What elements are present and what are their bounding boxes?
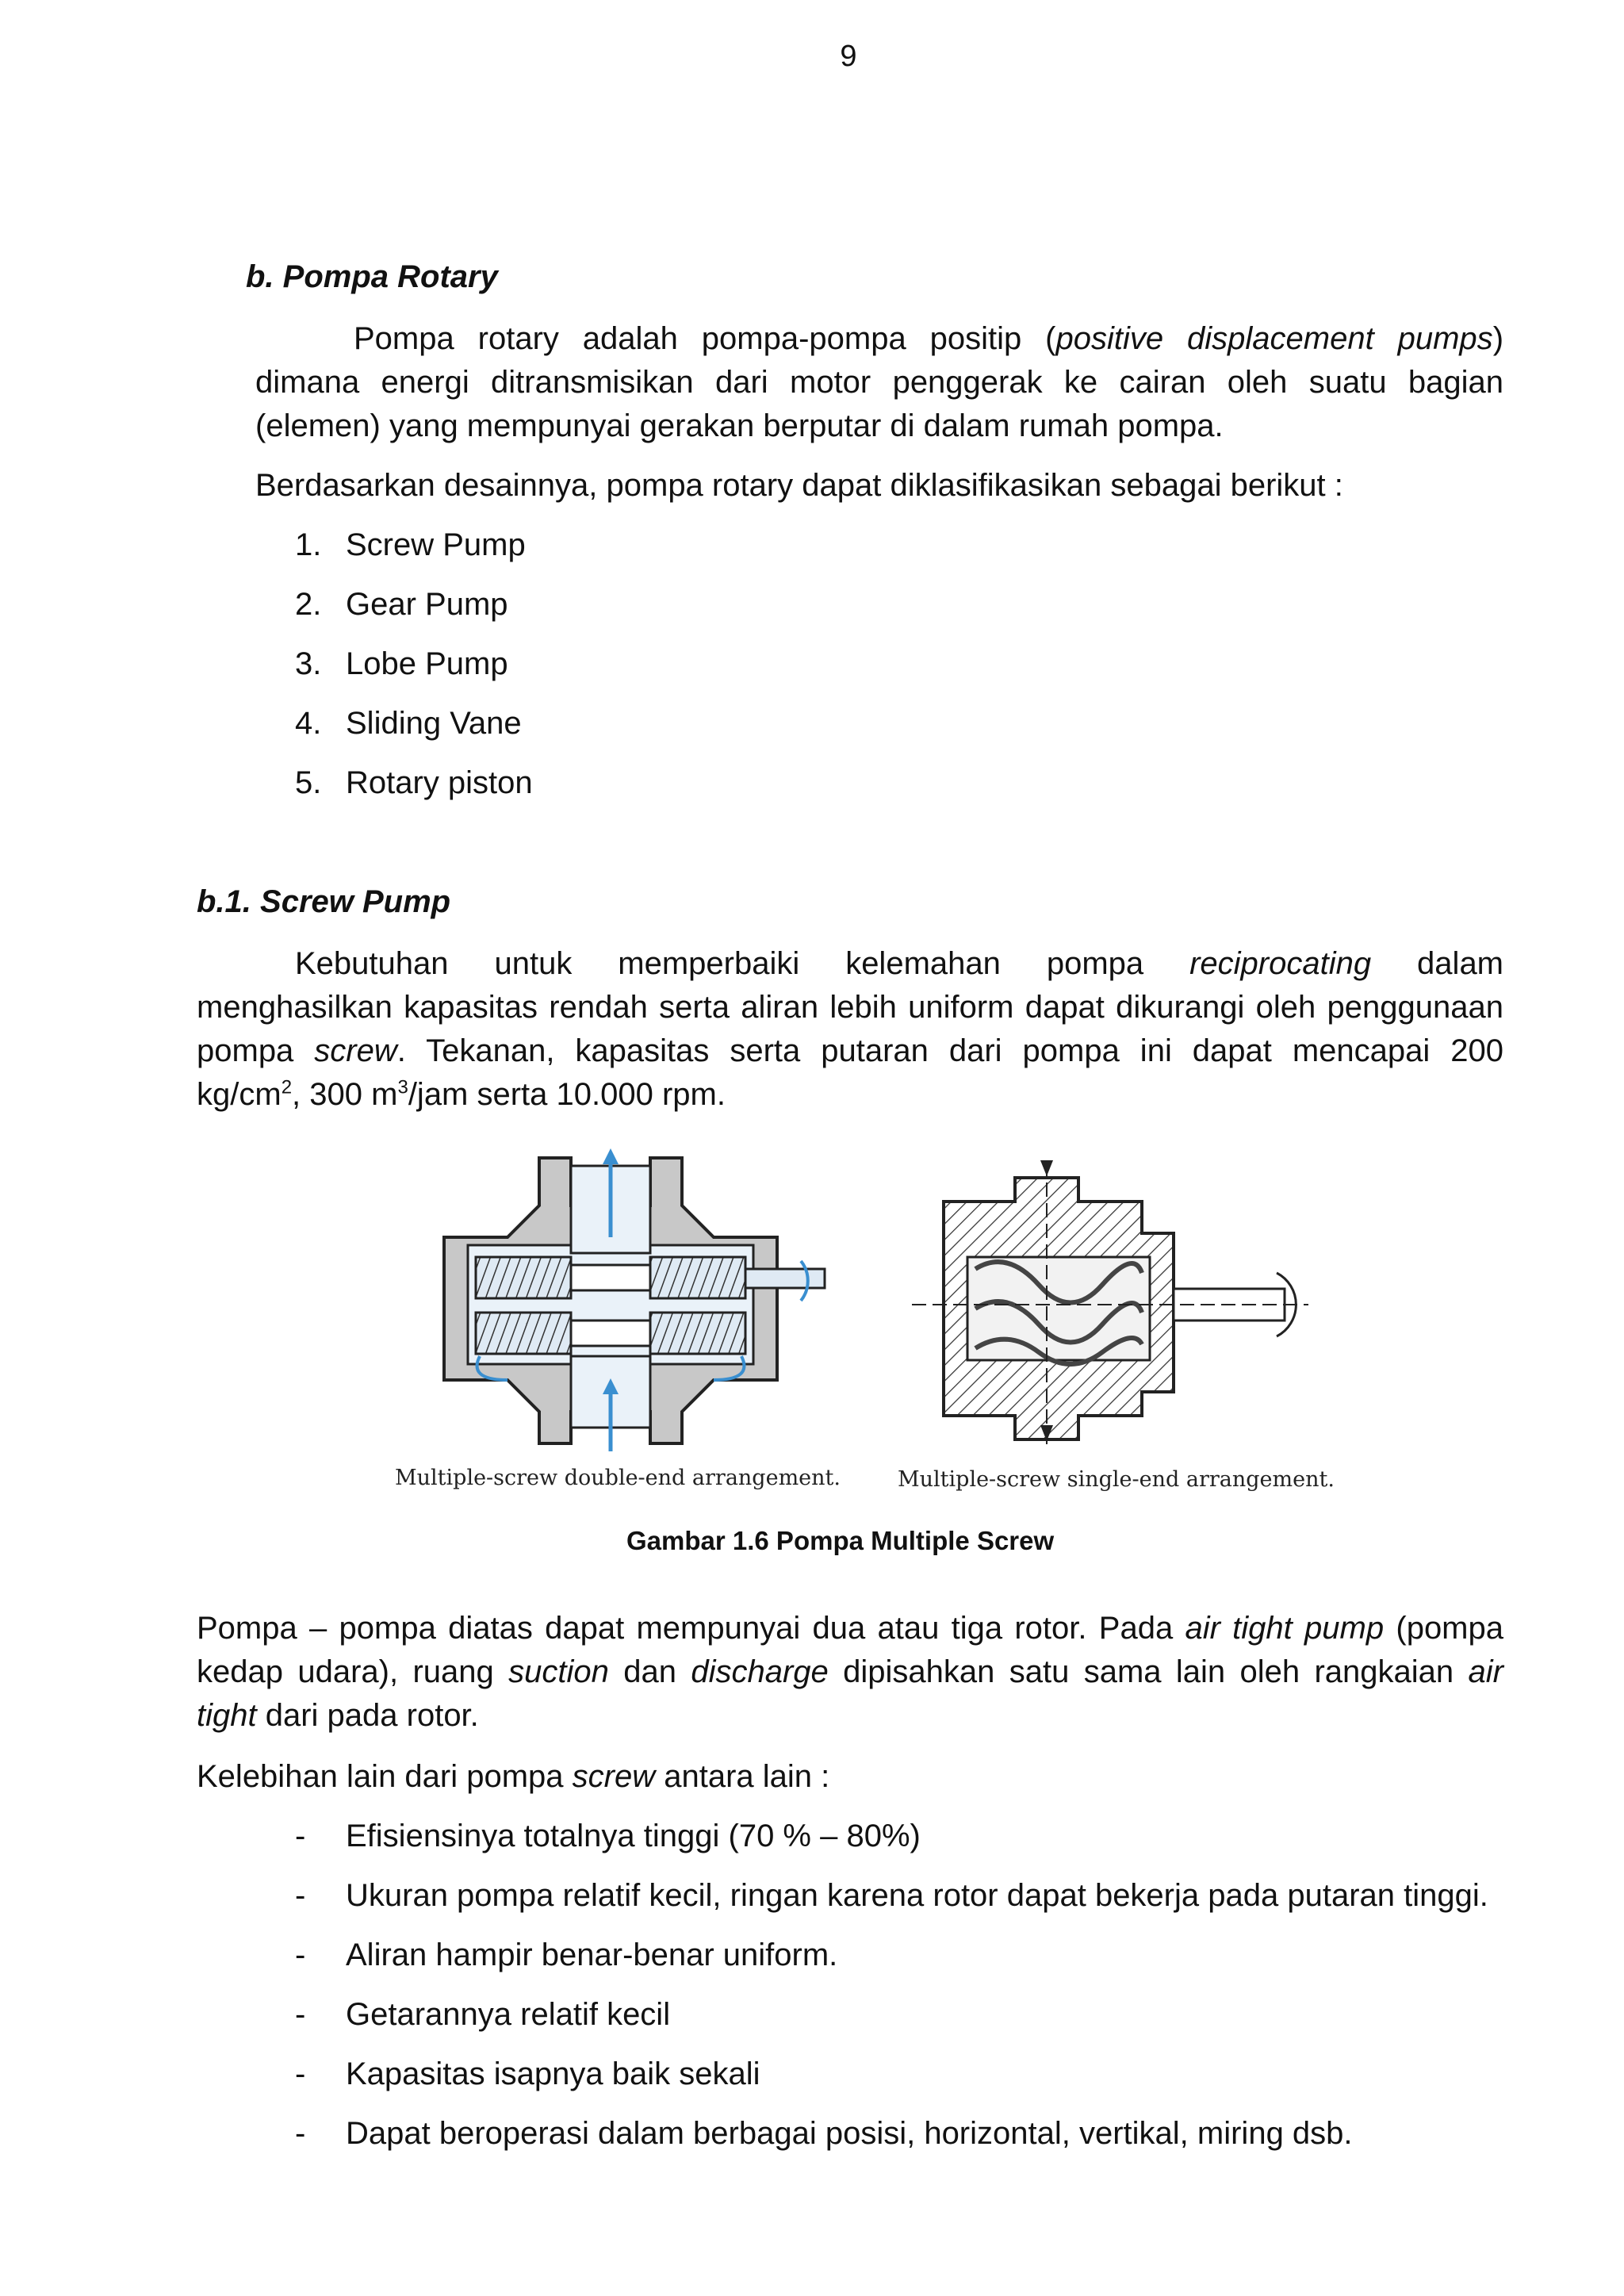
intro-line-2: dimana energi ditransmisikan dari motor penggerak ke cairan oleh suatu bagian <box>255 365 1503 400</box>
rotor-line-2: kedap udara), ruang suction dan discharge dipisahkan satu sama lain oleh rangkaian air <box>197 1654 1503 1689</box>
figure-label-single-end: Multiple-screw single-end arrangement. <box>898 1467 1335 1492</box>
screw-paragraph <box>197 942 1503 1117</box>
intro-line-1: Pompa rotary adalah pompa-pompa positip (positive displacement pumps) <box>354 321 1504 356</box>
advantages-list <box>295 1819 1488 2175</box>
screw-line-4: $kg/cm^2$, 300 $m^3$/jam serta 10.000 rpm. <box>197 1076 726 1112</box>
double-end-pump-diagram <box>420 1142 833 1459</box>
intro-line-3: (elemen) yang mempunyai gerakan berputar di dalam rumah pompa. <box>255 408 1224 443</box>
advantages-intro: Kelebihan lain dari pompa screw antara lain : <box>197 1759 830 1794</box>
list-item: 3. Lobe Pump <box>295 646 508 681</box>
list-item: 5. Rotary piston <box>295 765 533 800</box>
figure-label-double-end: Multiple-screw double-end arrangement. <box>395 1466 841 1490</box>
list-item: - Ukuran pompa relatif kecil, ringan karena rotor dapat bekerja pada putaran tinggi. <box>295 1878 1488 1913</box>
list-item: - Efisiensinya totalnya tinggi (70 % – 80%) <box>295 1819 921 1853</box>
list-item: - Kapasitas isapnya baik sekali <box>295 2056 760 2091</box>
screw-line-3: pompa screw. Tekanan, kapasitas serta putaran dari pompa ini dapat mencapai 200 <box>197 1033 1503 1068</box>
screw-line-2: menghasilkan kapasitas rendah serta aliran lebih uniform dapat dikurangi oleh penggunaan <box>197 990 1503 1025</box>
rotor-line-3: tight dari pada rotor. <box>197 1698 479 1733</box>
list-item: 2. Gear Pump <box>295 587 508 622</box>
list-item: 4. Sliding Vane <box>295 706 522 741</box>
list-item: 1. Screw Pump <box>295 527 526 562</box>
rotor-line-1: Pompa – pompa diatas dapat mempunyai dua atau tiga rotor. Pada air tight pump (pompa <box>197 1611 1503 1646</box>
section-heading-pompa-rotary: b. Pompa Rotary <box>246 259 498 294</box>
section-heading-screw-pump: b.1. Screw Pump <box>197 884 451 919</box>
list-item: - Aliran hampir benar-benar uniform. <box>295 1938 838 1972</box>
single-end-pump-diagram <box>904 1154 1316 1455</box>
page-number: 9 <box>840 40 857 73</box>
intro-paragraph <box>255 317 1503 448</box>
list-item: - Getarannya relatif kecil <box>295 1997 671 2032</box>
figure-caption: Gambar 1.6 Pompa Multiple Screw <box>626 1526 1055 1555</box>
classification-text: Berdasarkan desainnya, pompa rotary dapat diklasifikasikan sebagai berikut : <box>255 468 1343 503</box>
list-item: - Dapat beroperasi dalam berbagai posisi, horizontal, vertikal, miring dsb. <box>295 2116 1353 2151</box>
screw-line-1: Kebutuhan untuk memperbaiki kelemahan pompa reciprocating dalam <box>295 946 1504 981</box>
rotor-paragraph <box>197 1607 1503 1738</box>
pump-types-list <box>295 527 533 825</box>
